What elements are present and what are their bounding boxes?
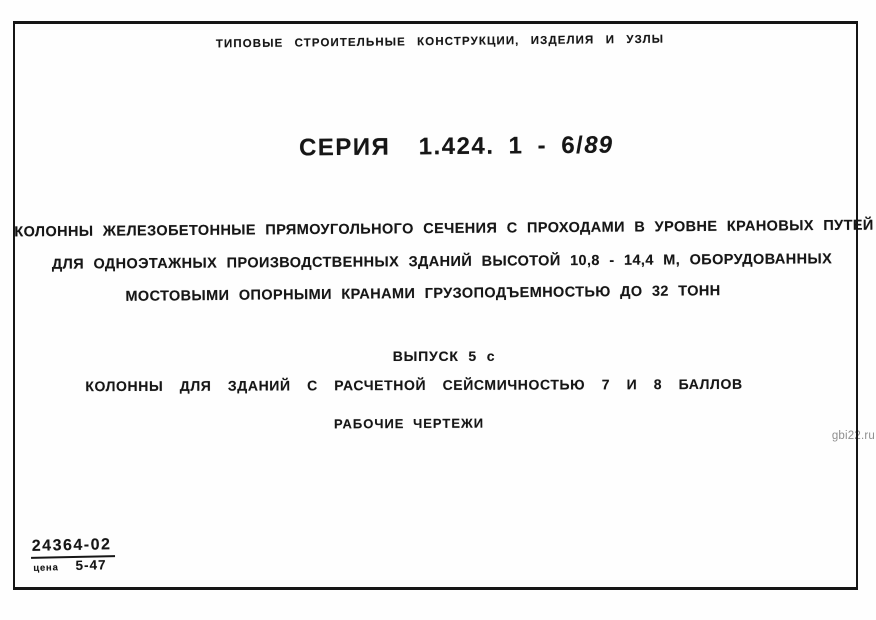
stamp-price-value: 5-47: [75, 557, 107, 573]
site-watermark: gbi22.ru: [831, 430, 875, 442]
category-header: ТИПОВЫЕ СТРОИТЕЛЬНЫЕ КОНСТРУКЦИИ, ИЗДЕЛИЯ И УЗЛЫ: [215, 33, 665, 51]
price-stamp: [31, 536, 115, 574]
document-type-label: РАБОЧИЕ ЧЕРТЕЖИ: [333, 415, 485, 432]
stamp-price-label: цена: [33, 562, 59, 574]
document-title-line-2: ДЛЯ ОДНОЭТАЖНЫХ ПРОИЗВОДСТВЕННЫХ ЗДАНИЙ ВЫСОТОЙ 10,8 - 14,4 М, ОБОРУДОВАННЫХ: [51, 251, 833, 273]
stamp-code: 24364-02: [31, 536, 115, 559]
stamp-price-row: [31, 557, 115, 574]
series-number: 1.424. 1 - 6/: [418, 131, 585, 161]
series-year-handwritten: 89: [584, 131, 614, 159]
series-label: СЕРИЯ: [298, 133, 391, 162]
series-heading: [36, 129, 876, 164]
document-subtitle: КОЛОННЫ ДЛЯ ЗДАНИЙ С РАСЧЕТНОЙ СЕЙСМИЧНОСТЬЮ 7 И 8 БАЛЛОВ: [85, 375, 743, 395]
page-border-frame: [13, 21, 858, 590]
document-title-line-1: КОЛОННЫ ЖЕЛЕЗОБЕТОННЫЕ ПРЯМОУГОЛЬНОГО СЕЧЕНИЯ С ПРОХОДАМИ В УРОВНЕ КРАНОВЫХ ПУТЕЙ: [14, 217, 874, 241]
document-title-line-3: МОСТОВЫМИ ОПОРНЫМИ КРАНАМИ ГРУЗОПОДЪЕМНОСТЬЮ ДО 32 ТОНН: [125, 283, 721, 305]
issue-number: ВЫПУСК 5 с: [392, 348, 496, 364]
